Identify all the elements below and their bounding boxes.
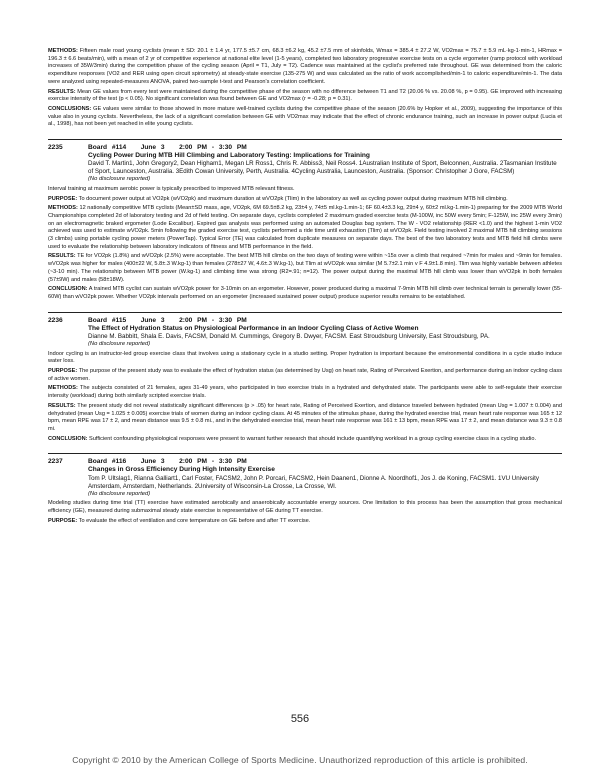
abstract-title: Cycling Power During MTB Hill Climbing and Laboratory Testing: Implications for Training [88,152,370,160]
abstract-meta: Board #114 June 3 2:00 PM - 3:30 PM [88,144,247,152]
abstract-meta: Board #115 June 3 2:00 PM - 3:30 PM [88,316,247,324]
intro-paragraph: Interval training at maximum aerobic power is typically prescribed to improved MTB relevant fitness. [48,185,295,192]
disclosure-note: (No disclosure reported) [88,176,151,183]
purpose-paragraph: PURPOSE: To evaluate the effect of ventilation and core temperature on GE before and after TT exercise. [48,517,311,524]
section-divider [48,312,562,313]
abstract-number: 2237 [48,458,63,466]
abstract-header [48,316,562,351]
abstract-2236 [48,312,562,444]
purpose-paragraph: PURPOSE: The purpose of the present study was to evaluate the effect of hydration status (as determined by Usg) on heart rate, Rating of Perceived Exertion, and performance during an indoor cycling class of active women. [48,368,562,382]
abstract-meta: Board #116 June 3 2:00 PM - 3:30 PM [88,458,247,466]
disclosure-note: (No disclosure reported) [88,490,151,497]
abstract-authors: David T. Martin1, John Gregory2, Dean Higham1, Megan LR Ross1, Chris R. Abbiss3, Neil Ross4. 1Australian Institute of Sport, Belconnen, Australia. 2Tasmanian Institute of Sport, Launceston, Australia. 3Edith Cowan University, Perth, Australia. 4Cycling Australia, Launceston, Australia. (Sponsor: Christopher J Gore, FACSM) [88,160,557,176]
conclusions-paragraph: CONCLUSIONS: GE values were similar to those showed in more mature well-trained cyclists during the competitive phase of the season (20.6% by Hopker et al., 2009), suggesting the importance of this value also in young cyclists. Nevertheless, the lack of a significant correlation between GE with VO2max may indicate that the effect of chronic endurance training, such an increase in power output (Lucia et al., 1998), has not been yet reached in elite young cyclists. [48,105,562,128]
abstract-header [48,457,562,500]
results-paragraph: RESULTS: Mean GE values from every test were maintained during the competitive phase of the season with no difference between T1 and T2 (20.06 % vs. 20.08 %, p = 0.95). GE improved with increasing exercise intensity of the test (p < 0.05). No significant correlation was found between GE and VO2max (r = -0.28; p = 0.31). [48,88,562,103]
intro-paragraph: Modeling studies during time trial (TT) exercise have estimated aerobically and anaerobically accountable energy sources. One limitation to this process has been the assumption that gross mechanical efficiency (GE), measured during submaximal steady state exercise is representative of GE during TT exercise. [48,500,562,514]
abstract-title: The Effect of Hydration Status on Physiological Performance in an Indoor Cycling Class of Active Women [88,324,419,332]
abstract-2235 [48,139,562,302]
intro-paragraph: Indoor cycling is an instructor-led group exercise class that involves using a stationary cycle in a studio setting. Proper hydration is important because the environmental conditions in a cycle studio induce water loss. [48,350,562,365]
results-paragraph: RESULTS: TE for VO2pk (1.8%) and wVO2pk (2.5%) were acceptable. The best MTB hill climbs on the two days of testing were within ~15s over a climb that required ~7min for males and ~9min for females. wVO2pk was higher for males (400±22 W, 5.8±.3 W.kg-1) than females (278±27 W, 4.6±.3 W.kg-1), but Tlim at wVO2pk was similar (M 5.7±2.1 min v F 4.9±1.8 min). Tlim was highly variable between athletes (~3-10 min). The relationship between MTB power (W.kg-1) and climbing time was strong (R2=.91; n=12). The power output during the maximal MTB hill climb was lower than wVO2pk in both females (57±9W) and males (58±18W). [48,253,562,283]
section-divider [48,139,562,140]
conclusion-paragraph: CONCLUSION: A trained MTB cyclist can sustain wVO2pk power for 3-10min on an ergometer. However, power produced during a maximal 7-9min MTB hill climb over technical terrain is generally lower (55-60W) than wVO2pk power. Whether VO2pk intervals performed on an ergometer (increased sustained power output) produce superior results remains to be established. [48,286,562,300]
abstract-number: 2235 [48,144,63,152]
journal-page [48,48,562,527]
methods-paragraph: METHODS: The subjects consisted of 21 females, ages 31-49 years, who participated in two exercise trials in a hydrated and dehydrated state. The participants were able to self-regulate their exercise intensity (workload) during both similarly scripted exercise trials. [48,385,562,400]
abstract-header [48,143,562,186]
abstract-title: Changes in Gross Efficiency During High Intensity Exercise [88,466,275,474]
page-number: 556 [290,713,310,725]
methods-paragraph: METHODS: 12 nationally competitive MTB cyclists (Mean±SD mass, age, VO2pk, 6M 69.5±8.2 kg, 23±4 y, 74±5 ml.kg-1.min-1; 6F 60.4±3.3 kg, 29±4 y, 60±2 ml.kg-1.min-1) preparing for the 2009 MTB World Championships completed 2d of laboratory testing and 2d of field testing. On separate days, cyclists completed 2 maximum graded exercise tests (M-100W, inc 50W every 5min; F-125W, inc 25W every 3min) on an electromagnetic braked ergometer (Lode Excalibur). Expired gas analysis was performed using an automated Douglas bag system. The W - VO2 relationship (RER <1.0) and the highest 1-min VO2 achieved was used to estimate wVO2pk. 5min following the graded exercise test, cyclists performed a ride time until exhaustion (Tlim) at wVO2pk. Field testing involved 2 maximal MTB hill climbing sessions (3 climbs) using portable cycling power meters (PowerTap). Typical Error (TE) was calculated from duplicate measures on separate days. The best of the two laboratory tests and MTB field hill climbs were used to evaluate the relationship between laboratory indicators of fitness and MTB performance in the field. [48,205,562,250]
purpose-paragraph: PURPOSE: To document power output at VO2pk (wVO2pk) and maximum duration at wVO2pk (Tlim) in the laboratory as well as cycling power output during maximum MTB hill climbing. [48,195,508,202]
top-section [48,48,562,129]
disclosure-note: (No disclosure reported) [88,341,151,347]
abstract-authors: Tom P. Ultslag1, Rianna Galliart1, Carl Foster, FACSM2, John P. Porcari, FACSM2, Hein Daanen1, Dionne A. Noordhof1, Jos J. de Koning, FACSM1. 1VU University Amsterdam, Amsterdam, Netherlands. 2University of Wisconsin-La Crosse, La Crosse, WI. [88,474,539,490]
results-paragraph: RESULTS: The present study did not reveal statistically significant differences (p > .05) for heart rate, Rating of Perceived Exertion, and distance traveled between hydrated (mean Usg = 1.007 ± 0.004) and dehydrated (mean Usg = 1.025 ± 0.005) exercise trials of women during an indoor cycling class. At 45 minutes of the stimulus phase, during the hydrated exercise trial, mean heart rate response was 165 ± 12 bpm, mean RPE was 17 ± 2, and mean distance was 9.5 ± 0.8 mi., and in the dehydrated exercise trial, mean heart rate response was 161 ± 13 bpm, mean RPE was 17 ± 2, and mean distance was 9.3 ± 0.8 mi. [48,402,562,432]
copyright-notice: Copyright © 2010 by the American College of Sports Medicine. Unauthorized reproduction of this article is prohibited. [72,755,528,765]
methods-paragraph: METHODS: Fifteen male road young cyclists (mean ± SD: 20.1 ± 1.4 yr, 177.5 ±5.7 cm, 68.3 ±6.2 kg, 45.2 ±7.5 mm of skinfolds, Wmax = 385.4 ± 27.2 W, VO2max = 75.7 ± 5.9 mL·kg-1·min-1, HRmax = 196.3 ± 6.6 beats/min), with a mean of 2 yr of competitive experience at national elite level (1-5 years), completed two laboratory progressive exercise tests on a cycle ergometer (ramp protocol with workload increases of 35W/3min) during the competition phase of the cycling season (April = T1, July = T2). Cadence was maintained at the cyclist's preferred rate throughout. GE was determined from the caloric expenditure responses (VO2 and RER using open circuit spirometry) at steady-state exercise (135-275 W) and was calculated as the ratio of work accomplished/min-1 to caloric expenditure/min-1. The data were analyzed using repeated-measures ANOVA, paired two-sample t-test and Pearson's correlation coefficient. [48,48,562,85]
conclusion-paragraph: CONCLUSION: Sufficient confounding physiological responses were present to warrant further research that should include quantifying workload in a group cycling exercise class in a cycling studio. [48,435,537,442]
abstract-authors: Dianne M. Babbitt, Shala E. Davis, FACSM, Donald M. Cummings, Gregory B. Dwyer, FACSM. East Stroudsburg University, East Stroudsburg, PA. [88,333,490,341]
abstract-2237 [48,453,562,525]
abstract-number: 2236 [48,316,63,324]
section-divider [48,453,562,454]
